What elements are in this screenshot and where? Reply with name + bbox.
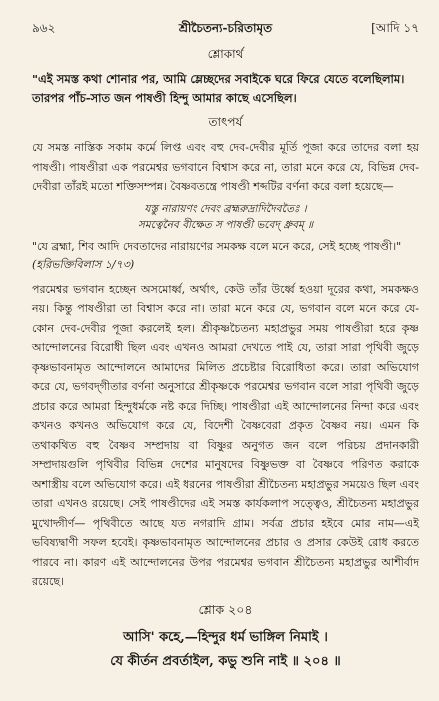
purport-paragraph-1: যে সমস্ত নাস্তিক সকাম কর্মে লিপ্ত এবং বহু দেব-দেবীর মূর্তি পূজা করে তাদের বলা হয় পাষণ্ডী। পাষণ্ডীরা এক পরমেশ্বর ভগবানে বিশ্বাস করে না, তারা মনে করে যে, বিভিন্ন দেব-দেবীরা তাঁরই মতো শক্তিসম্পন্ন। বৈষ্ণবতন্ত্রে পাষণ্ডী শব্দটির বর্ণনা করে বলা হয়েছে— xyxy=(32,141,419,193)
chapter-label: [আদি ১৭ xyxy=(371,21,419,35)
verse-heading: শ্লোক ২০৪ xyxy=(198,601,253,617)
sanskrit-line-2: সমত্বেনৈব বীক্ষেত স পাষণ্ডী ভবেদ্ ধ্রুবম্ ॥ xyxy=(137,218,314,231)
page-number: ৯৬২ xyxy=(32,21,56,35)
purport-heading: তাৎপর্য xyxy=(208,115,243,129)
verse-line-2: যে কীর্তন প্রবর্তাইল, কভু শুনি নাই ॥ ২০৪ ॥ xyxy=(110,653,341,669)
quote-citation: (হরিভক্তিবিলাস ১/৭৩) xyxy=(32,257,135,271)
sanskrit-quote xyxy=(32,201,419,233)
purport-paragraph-2: পরমেশ্বর ভগবান হচ্ছেন অসমোর্ধ্ব, অর্থাৎ, কেউ তাঁর উর্ধ্বে হওয়া দূরের কথা, সমকক্ষও নয়। কিন্তু পাষণ্ডীরা তা বিশ্বাস করে না। তারা মনে করে যে, ভগবান বলে মনে করে যে-কোন দেব-দেবীর পূজা করলেই হল। শ্রীকৃষ্ণচৈতন্য মহাপ্রভুর সময় পাষণ্ডীরা হরে কৃষ্ণ আন্দোলনের বিরোধী ছিল এবং এখনও আমরা দেখতে পাই যে, তারা সারা পৃথিবী জুড়ে কৃষ্ণভাবনামৃত আন্দোলনে আমাদের মিলিত প্রচেষ্টার বিরোধিতা করে। তারা অভিযোগ করে যে, ভগবদ্‌গীতার বর্ণনা অনুসারে শ্রীকৃষ্ণকে পরমেশ্বর ভগবান বলে সারা পৃথিবী জুড়ে প্রচার করে আমরা হিন্দুধর্মকে নষ্ট করে দিচ্ছি। পাষণ্ডীরা এই আন্দোলনের নিন্দা করে এবং কখনও কখনও অভিযোগ করে যে, বিদেশী বৈষ্ণবেরা প্রকৃত বৈষ্ণব নয়। এমন কি তথাকথিত বহু বৈষ্ণব সম্প্রদায় বা বিষ্ণুর অনুগত জন বলে পরিচয় প্রদানকারী সম্প্রদায়গুলি পৃথিবীর বিভিন্ন দেশের মানুষদের বিষ্ণুভক্ত বা বৈষ্ণবে পরিণত করাকে অশাস্ত্রীয় বলে অভিযোগ করে। এই ধরনের পাষণ্ডীরা শ্রীচৈতন্য মহাপ্রভুর সময়েও ছিল এবং তারা এখনও রয়েছে। সেই পাষণ্ডীদের এই সমস্ত কার্যকলাপ সত্ত্বেও, শ্রীচৈতন্য মহাপ্রভুর মুখোদ্গীর্ণ— পৃথিবীতে আছে যত নগরাদি গ্রাম। সর্বত্র প্রচার হইবে মোর নাম—এই ভবিষ্যদ্বাণী সফল হবেই। কৃষ্ণভাবনামৃত আন্দোলনের প্রচার ও প্রসার কেউই রোধ করতে পারবে না। কারণ এই আন্দোলনের উপর পরমেশ্বর ভগবান শ্রীচৈতন্য মহাপ্রভুর আশীর্বাদ রয়েছে। xyxy=(32,282,419,588)
translation-text: "এই সমস্ত কথা শোনার পর, আমি ম্লেচ্ছদের সবাইকে ঘরে ফিরে যেতে বলেছিলাম। তারপর পাঁচ-সাত জন পাষণ্ডী হিন্দু আমার কাছে এসেছিল। xyxy=(32,72,405,105)
translation-heading: শ্লোকার্থ xyxy=(207,47,244,61)
verse-line-1: আসি' কহে,—হিন্দুর ধর্ম ভাঙ্গিল নিমাই । xyxy=(123,629,328,645)
quote-translation: "যে ব্রহ্মা, শিব আদি দেবতাদের নারায়ণের সমকক্ষ বলে মনে করে, সেই হচ্ছে পাষণ্ডী।" xyxy=(32,239,402,253)
page-header xyxy=(32,16,419,40)
sanskrit-line-1: যস্তু নারায়ণং দেবং ব্রহ্মরুদ্রাদিদৈবতৈঃ । xyxy=(144,202,307,215)
running-title: শ্রীচৈতন্য-চরিতামৃত xyxy=(178,21,273,35)
